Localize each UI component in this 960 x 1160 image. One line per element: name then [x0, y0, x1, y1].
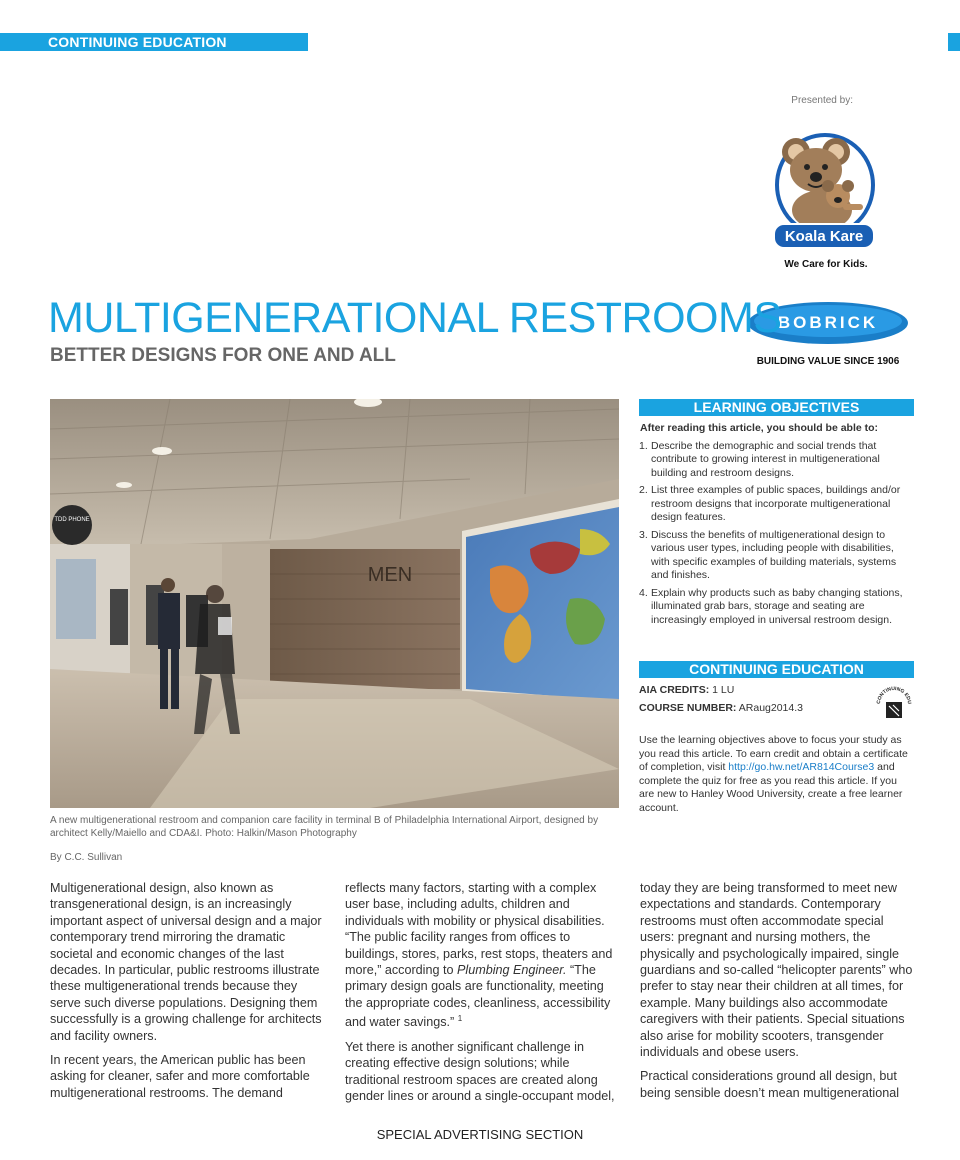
aia-credits-value: 1 LU — [712, 684, 735, 696]
item-text: Describe the demographic and social trends that contribute to growing interest in multigenerational building and restroom designs. — [651, 439, 880, 479]
list-item — [639, 440, 914, 481]
koala-tagline: We Care for Kids. — [784, 259, 868, 270]
instructions-paragraph — [639, 734, 914, 815]
svg-text:CONTINUING EDUCATION — [874, 682, 912, 705]
instructions-before-link: Use the learning objectives above to focus your study as you read this article. To earn credit and obtain a certificate of completion, visit — [639, 734, 908, 773]
restroom-photo — [50, 399, 619, 808]
list-item — [639, 484, 914, 525]
instructions-after-link: and complete the quiz for free as you read this article. If you are new to Hanley Wood University, create a free learner account. — [639, 761, 903, 814]
learning-objectives-intro: After reading this article, you should be able to: — [640, 422, 879, 434]
item-number: 2. — [639, 484, 648, 496]
continuing-education-heading: CONTINUING EDUCATION — [639, 661, 914, 678]
restroom-sign: MEN — [367, 564, 413, 586]
header-accent — [948, 33, 960, 51]
continuing-education-seal-icon — [874, 682, 914, 722]
koala-brand-text: Koala Kare — [784, 228, 864, 245]
article-subtitle: BETTER DESIGNS FOR ONE AND ALL — [50, 345, 396, 366]
body-column-1 — [50, 880, 326, 1109]
article-title: MULTIGENERATIONAL RESTROOMS — [48, 294, 782, 342]
photo-caption: A new multigenerational restroom and companion care facility in terminal B of Philadelphia International Airport, designed by architect Kelly/Maiello and CDA&I. Photo: Halkin/Mason Photography — [50, 815, 599, 839]
koala-kare-logo[interactable] — [770, 132, 882, 272]
course-number — [639, 702, 914, 714]
aia-credits — [639, 684, 914, 696]
list-item — [639, 529, 914, 583]
body-paragraph: Multigenerational design, also known as transgenerational design, is an increasingly important aspect of universal design and a major contemporary trend mirroring the dramatic societal and economic changes of the last decades. In particular, public restrooms illustrate these multigenerational trends because they serve such diverse populations. Designing them successfully is a growing challenge for architects and facility owners. — [50, 881, 322, 1043]
phone-sign: TDD PHONE — [54, 517, 90, 523]
bobrick-tagline: BUILDING VALUE SINCE 1906 — [756, 356, 900, 367]
body-paragraph — [345, 880, 621, 1031]
publication-name: Plumbing Engineer. — [457, 963, 567, 978]
bobrick-brand-text: BOBRICK — [777, 313, 879, 332]
seal-text: CONTINUING EDU — [875, 685, 913, 705]
quote-text-before: reflects many factors, starting with a complex user base, including adults, children and individuals with mobility or physical disabilities. “The public facility ranges from offices to buildings, stores, parks, rest stops, theaters and more,” according to — [345, 881, 613, 978]
objectives-list — [639, 440, 914, 628]
footer-label: SPECIAL ADVERTISING SECTION — [376, 1127, 584, 1142]
body-paragraph: Practical considerations ground all design, but being sensible doesn’t mean multigenerational — [640, 1069, 900, 1100]
learning-objectives-heading: LEARNING OBJECTIVES — [639, 399, 914, 416]
item-number: 4. — [639, 586, 648, 599]
body-paragraph: Yet there is another significant challenge in creating effective design solutions; while traditional restroom spaces are created along gender lines or around a single-occupant model, — [345, 1039, 615, 1104]
section-label: CONTINUING EDUCATION — [48, 34, 227, 50]
body-column-2 — [345, 880, 621, 1112]
continuing-education-box — [639, 661, 914, 815]
body-paragraph: today they are being transformed to meet new expectations and standards. Contemporary restrooms must often accommodate special users: pregnant and nursing mothers, the physically and psychologically impaired, single guardians and so-called “helicopter parents” who prefer to stay near their children at all times, for example. Many buildings also accommodate caregivers with their patients. Special situations also arise for mobility scooters, transgender individuals and obese users. — [640, 881, 913, 1060]
item-number: 3. — [639, 528, 648, 541]
presented-by-label: Presented by: — [791, 95, 853, 106]
item-text: Explain why products such as baby changing stations, illuminated grab bars, storage and seating are increasingly employed in universal restroom design. — [651, 586, 903, 626]
footnote-marker: 1 — [457, 1014, 463, 1024]
body-paragraph: In recent years, the American public has been asking for cleaner, safer and more comfortable multigenerational restrooms. The demand — [50, 1053, 310, 1100]
list-item — [639, 587, 914, 628]
item-number: 1. — [639, 439, 648, 452]
byline: By C.C. Sullivan — [50, 852, 123, 863]
course-number-label: COURSE NUMBER: — [639, 702, 737, 714]
section-header-bar — [0, 33, 308, 51]
course-number-value: ARaug2014.3 — [738, 702, 803, 714]
quote-text-after: “The primary design goals are functionality, meeting the appropriate codes, cleanliness, accessibility and water savings.” — [345, 963, 611, 1030]
item-text: Discuss the benefits of multigenerational design to various user types, including people with disabilities, with specific examples of building materials, systems and finishes. — [651, 528, 897, 581]
aia-credits-label: AIA CREDITS: — [639, 684, 710, 696]
learning-objectives-box — [639, 399, 914, 631]
item-text: List three examples of public spaces, buildings and/or restroom designs that incorporate multigenerational design features. — [651, 484, 901, 523]
course-link[interactable]: http://go.hw.net/AR814Course3 — [728, 761, 875, 773]
body-column-3 — [640, 880, 916, 1109]
